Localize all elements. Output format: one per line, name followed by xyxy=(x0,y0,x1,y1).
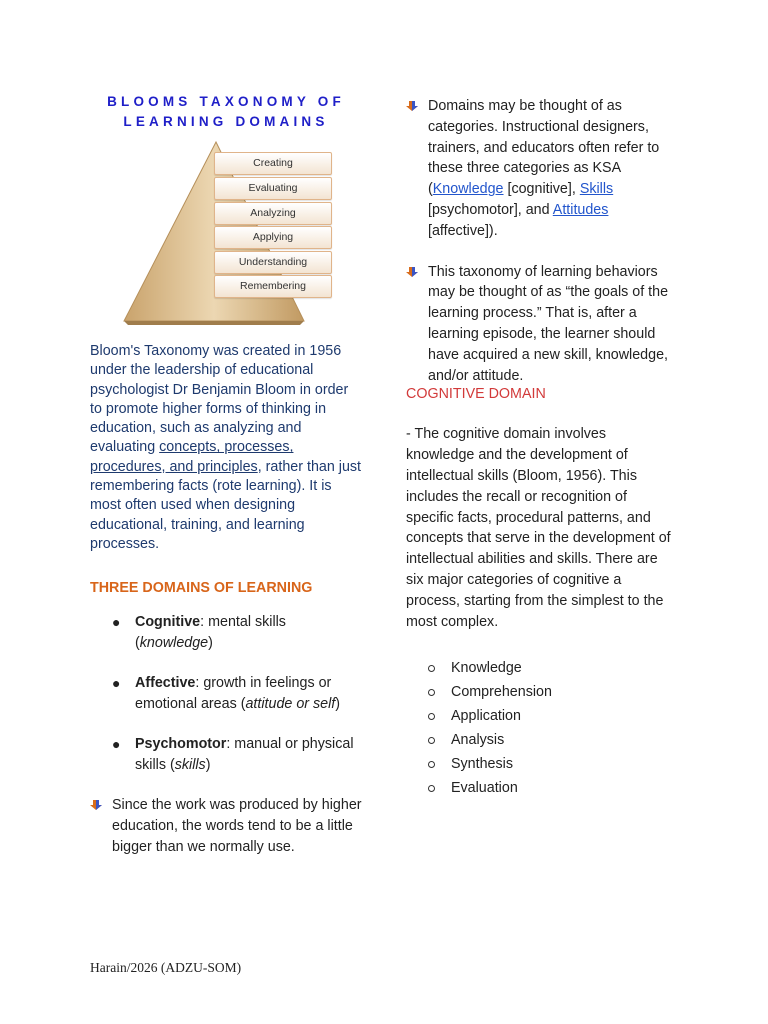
domain-name: Affective xyxy=(135,675,196,692)
skills-link[interactable]: Skills xyxy=(579,181,614,198)
arrow-bullet-icon xyxy=(406,266,418,278)
footer-text: Harain/2026 (ADZU-SOM) xyxy=(90,960,242,975)
intro-text-2: , rather than just remembering facts (rote learning). It is most often used when designing educational, training, and learning processes. xyxy=(90,458,362,552)
title-line-2: LEARNING DOMAINS xyxy=(123,114,329,129)
list-item xyxy=(406,776,678,800)
list-item xyxy=(406,680,678,704)
title-line-1: BLOOMS TAXONOMY OF xyxy=(107,94,345,109)
domain-italic: knowledge xyxy=(139,634,209,651)
arrow-bullet-icon xyxy=(90,799,102,811)
circle-bullet-icon xyxy=(428,737,435,744)
right-column xyxy=(406,96,678,800)
pyramid-level-evaluating: Evaluating xyxy=(214,177,332,200)
circle-bullet-icon xyxy=(428,689,435,696)
list-item xyxy=(406,752,678,776)
bullet-icon: ● xyxy=(112,736,121,753)
arrow-bullet-icon xyxy=(406,100,418,112)
circle-bullet-icon xyxy=(428,713,435,720)
left-column xyxy=(90,92,362,858)
domain-end: ) xyxy=(205,756,211,773)
note-text: Since the work was produced by higher education, the words tend to be a little bigger than we normally use. xyxy=(112,797,362,855)
note-paragraph xyxy=(90,795,362,857)
list-item xyxy=(90,734,362,775)
ksa-text-4: [affective]). xyxy=(428,222,498,239)
concepts-link[interactable]: concepts, processes, procedures, and principles xyxy=(90,439,294,475)
ksa-text-2: [cognitive], xyxy=(503,181,580,198)
goals-paragraph xyxy=(406,262,678,387)
domains-list xyxy=(90,612,362,775)
domain-desc: : manual or physical skills ( xyxy=(135,736,354,773)
ksa-paragraph xyxy=(406,96,678,242)
bullet-icon: ● xyxy=(112,614,121,631)
goals-text: This taxonomy of learning behaviors may be thought of as “the goals of the learning process.” That is, after a learning episode, the learner should have acquired a new skill, knowledge, and/or attitude. xyxy=(428,263,669,384)
category-label: Analysis xyxy=(451,732,505,749)
intro-text-1: Bloom's Taxonomy was created in 1956 under the leadership of educational psychologist Dr Benjamin Bloom in order to promote higher forms of thinking in education, such as analyzing and evaluating xyxy=(90,343,349,456)
domain-end: ) xyxy=(208,634,213,651)
pyramid-level-analyzing: Analyzing xyxy=(214,202,332,225)
domain-italic: attitude or self xyxy=(245,695,336,712)
list-item xyxy=(90,673,362,714)
cognitive-categories-list xyxy=(406,656,678,800)
domain-end: ) xyxy=(335,695,341,712)
knowledge-link[interactable]: Knowledge xyxy=(432,181,504,198)
domain-italic: skills xyxy=(174,756,206,773)
list-item xyxy=(406,656,678,680)
domain-desc: : growth in feelings or emotional areas ( xyxy=(135,675,332,712)
list-item xyxy=(90,612,362,653)
domain-name: Psychomotor xyxy=(135,736,227,753)
cognitive-domain-heading: COGNITIVE DOMAIN xyxy=(406,386,546,403)
domain-name: Cognitive xyxy=(135,614,201,631)
blooms-pyramid-figure xyxy=(90,140,362,330)
pyramid-level-understanding: Understanding xyxy=(214,251,332,274)
circle-bullet-icon xyxy=(428,665,435,672)
attitudes-link[interactable]: Attitudes xyxy=(552,201,609,218)
intro-paragraph xyxy=(90,342,362,554)
domain-desc: : mental skills ( xyxy=(135,614,286,651)
document-title xyxy=(90,92,362,132)
category-label: Comprehension xyxy=(451,684,552,701)
list-item xyxy=(406,728,678,752)
category-label: Application xyxy=(451,708,521,725)
category-label: Synthesis xyxy=(451,756,513,773)
circle-bullet-icon xyxy=(428,785,435,792)
ksa-text-3: [psychomotor], and xyxy=(428,201,553,218)
circle-bullet-icon xyxy=(428,761,435,768)
ksa-text-1: Domains may be thought of as categories. Instructional designers, trainers, and educators often refer to these three categories as KSA ( xyxy=(428,98,660,198)
cognitive-domain-text: - The cognitive domain involves knowledge and the development of intellectual skills (Bloom, 1956). This includes the recall or recognition of specific facts, procedural patterns, and concepts that serve in the development of intellectual abilities and skills. There are six major categories of cognitive a process, starting from the simplest to the most complex. xyxy=(406,426,671,630)
list-item xyxy=(406,704,678,728)
category-label: Evaluation xyxy=(451,780,518,797)
pyramid-level-applying: Applying xyxy=(214,226,332,249)
bullet-icon: ● xyxy=(112,675,121,692)
three-domains-heading: THREE DOMAINS OF LEARNING xyxy=(90,580,313,597)
category-label: Knowledge xyxy=(451,660,522,677)
pyramid-level-creating: Creating xyxy=(214,152,332,175)
pyramid-level-remembering: Remembering xyxy=(214,275,332,298)
